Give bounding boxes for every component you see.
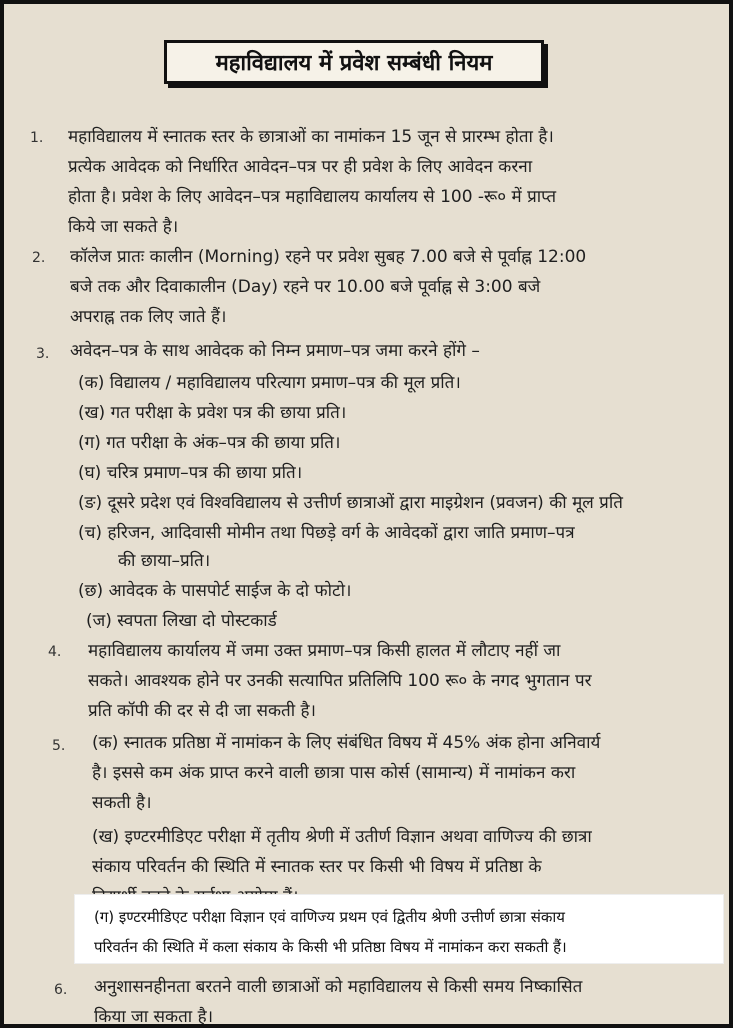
title-box bbox=[164, 40, 544, 84]
rule-5-line-3: सकती है। bbox=[92, 793, 152, 813]
rule-1-line-4: किये जा सकते है। bbox=[68, 217, 179, 237]
rule-3-sub-gha: (घ) चरित्र प्रमाण–पत्र की छाया प्रति। bbox=[78, 463, 303, 483]
rule-3-sub-ja: (ज) स्वपता लिखा दो पोस्टकार्ड bbox=[86, 611, 277, 631]
rule-4-line-2: सकते। आवश्यक होने पर उनकी सत्यापित प्रतिलिपि 100 रू० के नगद भुगतान पर bbox=[88, 671, 592, 691]
rule-5-line-4: (ख) इण्टरमीडिएट परीक्षा में तृतीय श्रेणी में उतीर्ण विज्ञान अथवा वाणिज्य की छात्रा bbox=[92, 827, 592, 847]
rule-5-line-5: संकाय परिवर्तन की स्थिति में स्नातक स्तर पर किसी भी विषय में प्रतिष्ठा के bbox=[92, 857, 542, 877]
rule-5-number: 5. bbox=[52, 738, 66, 754]
rule-1-line-3: होता है। प्रवेश के लिए आवेदन–पत्र महाविद्यालय कार्यालय से 100 -रू० में प्राप्त bbox=[68, 187, 557, 207]
rule-5-note-1: (ग) इण्टरमीडिएट परीक्षा विज्ञान एवं वाणिज्य प्रथम एवं द्वितीय श्रेणी उत्तीर्ण छात्रा संकाय bbox=[94, 908, 565, 926]
rule-3-sub-nga: (ङ) दूसरे प्रदेश एवं विश्वविद्यालय से उत्तीर्ण छात्राओं द्वारा माइग्रेशन (प्रवजन) की मूल प्रति bbox=[78, 493, 623, 513]
rule-5-note-2: परिवर्तन की स्थिति में कला संकाय के किसी भी प्रतिष्ठा विषय में नामांकन करा सकती हैं। bbox=[94, 938, 567, 956]
rule-3-sub-ga: (ग) गत परीक्षा के अंक–पत्र की छाया प्रति। bbox=[78, 433, 341, 453]
page-title: महाविद्यालय में प्रवेश सम्बंधी नियम bbox=[215, 51, 493, 76]
rule-4-line-3: प्रति कॉपी की दर से दी जा सकती है। bbox=[88, 701, 317, 721]
rule-6-number: 6. bbox=[54, 982, 68, 998]
rule-3-sub-ka: (क) विद्यालय / महाविद्यालय परित्याग प्रमाण–पत्र की मूल प्रति। bbox=[78, 373, 461, 393]
rule-3-sub-cha-cont: की छाया–प्रति। bbox=[118, 551, 211, 571]
rule-5-line-2: है। इससे कम अंक प्राप्त करने वाली छात्रा पास कोर्स (सामान्य) में नामांकन करा bbox=[92, 763, 576, 783]
rule-3-number: 3. bbox=[36, 346, 50, 362]
rule-2-line-3: अपराह्न तक लिए जाते हैं। bbox=[70, 307, 227, 327]
rule-3-sub-cha: (च) हरिजन, आदिवासी मोमीन तथा पिछड़े वर्ग के आवेदकों द्वारा जाति प्रमाण–पत्र bbox=[78, 523, 575, 543]
rule-2-number: 2. bbox=[32, 250, 46, 266]
rule-1-number: 1. bbox=[30, 130, 44, 146]
rule-6-line-1: अनुशासनहीनता बरतने वाली छात्राओं को महाविद्यालय से किसी समय निष्कासित bbox=[94, 977, 583, 997]
rule-4-number: 4. bbox=[48, 644, 62, 660]
rule-5-line-1: (क) स्नातक प्रतिष्ठा में नामांकन के लिए संबंधित विषय में 45% अंक होना अनिवार्य bbox=[92, 733, 601, 753]
rule-2-line-2: बजे तक और दिवाकालीन (Day) रहने पर 10.00 बजे पूर्वाह्न से 3:00 बजे bbox=[70, 277, 541, 297]
rule-1-line-2: प्रत्येक आवेदक को निर्धारित आवेदन–पत्र पर ही प्रवेश के लिए आवेदन करना bbox=[68, 157, 533, 177]
rule-4-line-1: महाविद्यालय कार्यालय में जमा उक्त प्रमाण–पत्र किसी हालत में लौटाए नहीं जा bbox=[88, 641, 561, 661]
rule-3-sub-kha: (ख) गत परीक्षा के प्रवेश पत्र की छाया प्रति। bbox=[78, 403, 347, 423]
rule-3-sub-chha: (छ) आवेदक के पासपोर्ट साईज के दो फोटो। bbox=[78, 581, 352, 601]
rule-1-line-1: महाविद्यालय में स्नातक स्तर के छात्राओं का नामांकन 15 जून से प्रारम्भ होता है। bbox=[68, 127, 554, 147]
rule-3-line-1: अवेदन–पत्र के साथ आवेदक को निम्न प्रमाण–पत्र जमा करने होंगे – bbox=[70, 341, 480, 361]
rule-2-line-1: कॉलेज प्रातः कालीन (Morning) रहने पर प्रवेश सुबह 7.00 बजे से पूर्वाह्न 12:00 bbox=[70, 247, 587, 267]
rule-6-line-2: किया जा सकता है। bbox=[94, 1007, 214, 1027]
